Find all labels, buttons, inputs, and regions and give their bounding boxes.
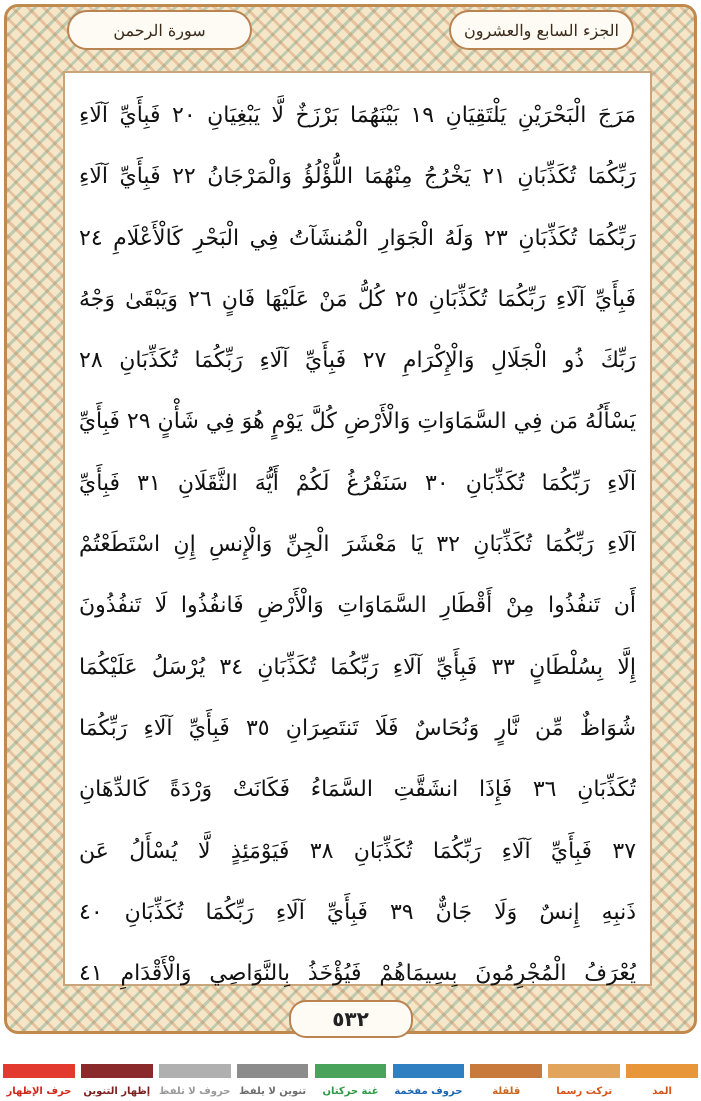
legend-item	[78, 1061, 156, 1101]
page-frame	[4, 4, 697, 1034]
verse-line: رَبِّكَ ذُو الْجَلَالِ وَالْإِكْرَامِ ٢٧ فَبِأَيِّ آلَاءِ رَبِّكُمَا تُكَذِّبَانِ ٢٨	[79, 348, 636, 374]
legend-color-bar	[626, 1064, 698, 1078]
legend-label: قلقلة	[492, 1086, 521, 1097]
juz-title: الجزء السابع والعشرون	[449, 10, 634, 50]
legend-color-bar	[159, 1064, 231, 1078]
legend-label: إظهار التنوين	[83, 1086, 151, 1097]
legend-item	[156, 1061, 234, 1101]
legend-color-bar	[81, 1064, 153, 1078]
legend-label: حرف الإظهار	[6, 1086, 72, 1097]
verse-line: فَبِأَيِّ آلَاءِ رَبِّكُمَا تُكَذِّبَانِ ٢٥ كُلُّ مَنْ عَلَيْهَا فَانٍ ٢٦ وَيَبْقَىٰ وَجْهُ	[79, 286, 636, 312]
verse-line: آلَاءِ رَبِّكُمَا تُكَذِّبَانِ ٣٠ سَنَفْرُغُ لَكُمْ أَيُّهَ الثَّقَلَانِ ٣١ فَبِأَيِّ	[79, 470, 636, 496]
legend-label: تنوين لا يلفظ	[239, 1086, 307, 1097]
legend-color-bar	[393, 1064, 465, 1078]
verse-line: يُعْرَفُ الْمُجْرِمُونَ بِسِيمَاهُمْ فَيُؤْخَذُ بِالنَّوَاصِي وَالْأَقْدَامِ ٤١	[79, 961, 636, 987]
legend-label: تركت رسما	[556, 1086, 613, 1097]
legend-item	[234, 1061, 312, 1101]
legend-item	[467, 1061, 545, 1101]
verse-line: أَن تَنفُذُوا مِنْ أَقْطَارِ السَّمَاوَاتِ وَالْأَرْضِ فَانفُذُوا لَا تَنفُذُونَ	[79, 593, 636, 619]
verse-line: شُوَاظٌ مِّن نَّارٍ وَنُحَاسٌ فَلَا تَنتَصِرَانِ ٣٥ فَبِأَيِّ آلَاءِ رَبِّكُمَا	[79, 715, 636, 741]
legend-color-bar	[315, 1064, 387, 1078]
legend-label: المد	[652, 1086, 672, 1097]
tajweed-legend	[0, 1061, 701, 1101]
verse-line: يَسْأَلُهُ مَن فِي السَّمَاوَاتِ وَالْأَرْضِ كُلَّ يَوْمٍ هُوَ فِي شَأْنٍ ٢٩ فَبِأَيِّ	[79, 409, 636, 435]
legend-color-bar	[237, 1064, 309, 1078]
verse-line: ٣٧ فَبِأَيِّ آلَاءِ رَبِّكُمَا تُكَذِّبَانِ ٣٨ فَيَوْمَئِذٍ لَّا يُسْأَلُ عَن	[79, 838, 636, 864]
legend-label: حروف مفخمة	[394, 1086, 463, 1097]
verse-line: إِلَّا بِسُلْطَانٍ ٣٣ فَبِأَيِّ آلَاءِ رَبِّكُمَا تُكَذِّبَانِ ٣٤ يُرْسَلُ عَلَيْكُمَا	[79, 654, 636, 680]
surah-title: سورة الرحمن	[67, 10, 252, 50]
legend-color-bar	[3, 1064, 75, 1078]
legend-item	[623, 1061, 701, 1101]
verse-line: تُكَذِّبَانِ ٣٦ فَإِذَا انشَقَّتِ السَّمَاءُ فَكَانَتْ وَرْدَةً كَالدِّهَانِ	[79, 777, 636, 803]
legend-item	[389, 1061, 467, 1101]
verse-line: آلَاءِ رَبِّكُمَا تُكَذِّبَانِ ٣٢ يَا مَعْشَرَ الْجِنِّ وَالْإِنسِ إِنِ اسْتَطَعْتُمْ	[79, 532, 636, 558]
legend-item	[0, 1061, 78, 1101]
verse-line: رَبِّكُمَا تُكَذِّبَانِ ٢١ يَخْرُجُ مِنْهُمَا اللُّؤْلُؤُ وَالْمَرْجَانُ ٢٢ فَبِأَيِّ آلَاءِ	[79, 164, 636, 190]
legend-label: حروف لا تلفظ	[159, 1086, 231, 1097]
verse-line: ذَنبِهِ إِنسٌ وَلَا جَانٌّ ٣٩ فَبِأَيِّ آلَاءِ رَبِّكُمَا تُكَذِّبَانِ ٤٠	[79, 899, 636, 925]
verse-line: مَرَجَ الْبَحْرَيْنِ يَلْتَقِيَانِ ١٩ بَيْنَهُمَا بَرْزَخٌ لَّا يَبْغِيَانِ ٢٠ فَبِأَيِّ آلَاءِ	[79, 103, 636, 128]
verses-panel	[63, 71, 652, 986]
legend-item	[312, 1061, 390, 1101]
legend-color-bar	[470, 1064, 542, 1078]
legend-item	[545, 1061, 623, 1101]
page-number: ٥٣٢	[289, 1000, 413, 1038]
legend-label: غنة حركتان	[322, 1086, 379, 1097]
verse-line: رَبِّكُمَا تُكَذِّبَانِ ٢٣ وَلَهُ الْجَوَارِ الْمُنشَآتُ فِي الْبَحْرِ كَالْأَعْلَامِ ٢٤	[79, 225, 636, 251]
legend-color-bar	[548, 1064, 620, 1078]
